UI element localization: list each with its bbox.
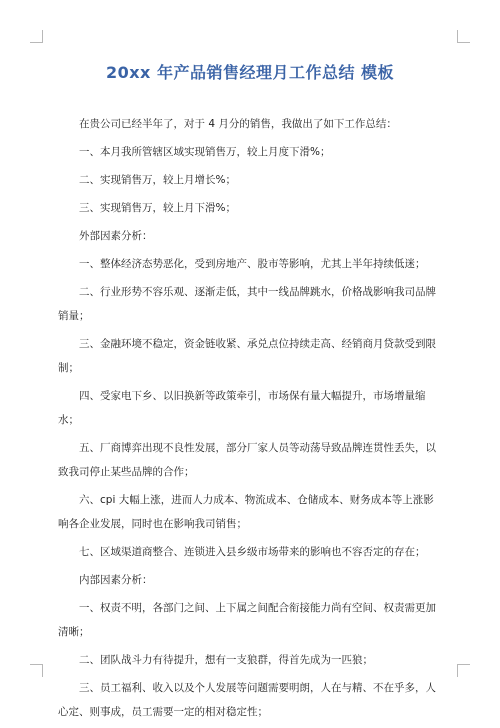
paragraph: 三、实现销售万，较上月下滑%； <box>79 202 236 214</box>
document-body <box>58 112 442 728</box>
paragraph: 二、行业形势不容乐观、逐渐走低，其中一线品牌跳水，价格战影响我司品牌销量； <box>58 286 436 322</box>
corner-mark-bottom-right <box>457 664 470 677</box>
paragraph: 六、cpi 大幅上涨，进而人力成本、物流成本、仓储成本、财务成本等上涨影响各企业发展，同时也在影响我司销售； <box>58 494 434 530</box>
paragraph: 一、整体经济态势恶化，受到房地产、股市等影响，尤其上半年持续低迷； <box>79 258 426 270</box>
corner-mark-top-right <box>457 30 470 43</box>
paragraph: 一、权责不明，各部门之间、上下属之间配合衔接能力尚有空间、权责需更加清晰； <box>58 602 436 638</box>
paragraph: 一、本月我所管辖区域实现销售万，较上月度下滑%； <box>79 146 331 158</box>
paragraph: 二、团队战斗力有待提升，想有一支狼群，得首先成为一匹狼； <box>79 654 373 666</box>
paragraph: 三、金融环境不稳定，资金链收紧、承兑点位持续走高、经销商月贷款受到限制； <box>58 338 436 374</box>
corner-mark-bottom-left <box>30 664 43 677</box>
section-heading: 内部因素分析： <box>79 574 153 586</box>
paragraph: 五、厂商博弈出现不良性发展，部分厂家人员等动荡导致品牌连贯性丢失，以致我司停止某些品牌的合作； <box>58 442 436 478</box>
document-title: 20xx 年产品销售经理月工作总结 模板 <box>105 63 395 82</box>
corner-mark-top-left <box>30 30 43 43</box>
paragraph: 二、实现销售万，较上月增长%； <box>79 174 236 186</box>
paragraph: 在贵公司已经半年了，对于 4 月分的销售，我做出了如下工作总结： <box>79 118 397 130</box>
paragraph: 七、区域渠道商整合、连锁进入县乡级市场带来的影响也不容否定的存在； <box>79 546 426 558</box>
paragraph: 四、受家电下乡、以旧换新等政策牵引，市场保有量大幅提升，市场增量缩水； <box>58 390 426 426</box>
paragraph: 三、员工福利、收入以及个人发展等问题需要明朗，人在与精、不在乎多，人心定、则事成，员工需要一定的相对稳定性； <box>58 682 436 718</box>
section-heading: 外部因素分析： <box>79 230 153 242</box>
